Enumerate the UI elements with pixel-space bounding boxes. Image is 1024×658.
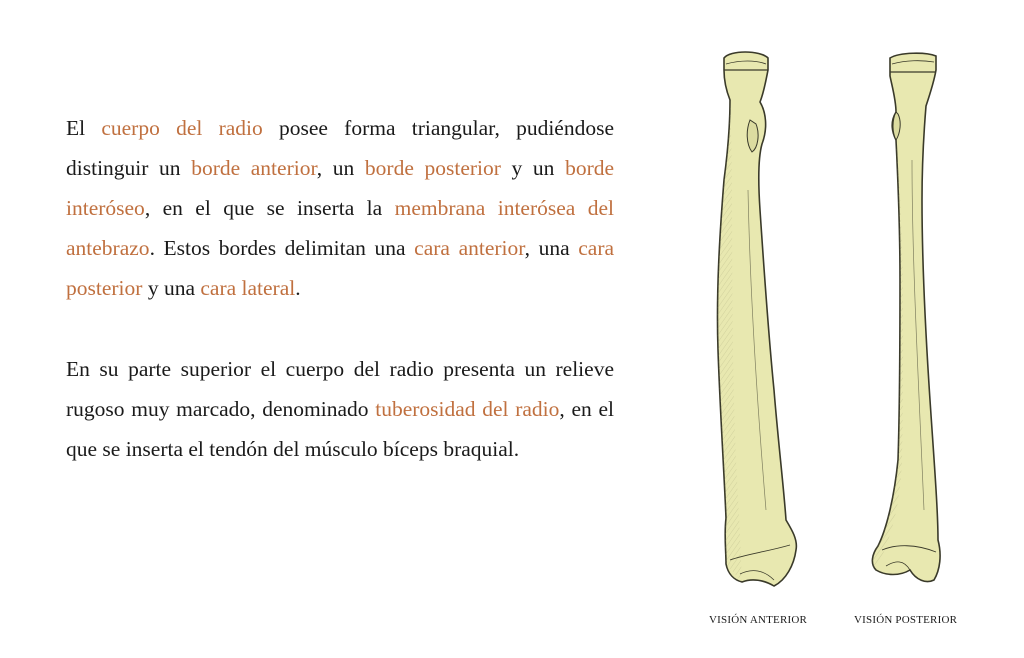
caption-posterior-view: VISIÓN POSTERIOR: [854, 614, 958, 626]
highlighted-term: cara posterior: [66, 236, 615, 300]
caption-anterior-view: VISIÓN ANTERIOR: [709, 614, 808, 626]
body-text: , una: [524, 236, 579, 260]
body-text: El: [66, 116, 102, 140]
body-text: , un: [316, 156, 365, 180]
body-text: . Estos bordes delimitan una: [149, 236, 415, 260]
body-text: , en el que se inserta el tendón del músculo bíceps braquial.: [66, 397, 614, 461]
highlighted-term: membrana interósea del antebrazo: [66, 196, 614, 260]
body-text: , en el que se inserta la: [144, 196, 395, 220]
highlighted-term: borde anterior: [191, 156, 317, 180]
paragraph-2: [66, 349, 614, 469]
highlighted-term: borde interóseo: [66, 156, 615, 220]
highlighted-term: borde posterior: [364, 156, 501, 180]
highlighted-term: cara anterior: [414, 236, 525, 260]
highlighted-term: cuerpo del radio: [101, 116, 263, 140]
radius-posterior-view: [872, 53, 940, 581]
highlighted-term: tuberosidad del radio: [375, 397, 560, 421]
paragraph-1: [66, 108, 614, 308]
body-text: y un: [500, 156, 566, 180]
body-text: posee forma triangular, pudiéndose distinguir un: [66, 116, 614, 180]
body-text: En su parte superior el cuerpo del radio presenta un relieve rugoso muy marcado, denominado: [66, 357, 614, 421]
highlighted-term: cara lateral: [200, 276, 296, 300]
text-column: [66, 108, 614, 469]
radius-bone-illustration: [690, 40, 1000, 600]
body-text: y una: [142, 276, 201, 300]
body-text: .: [295, 276, 301, 300]
radius-anterior-view: [717, 52, 796, 586]
